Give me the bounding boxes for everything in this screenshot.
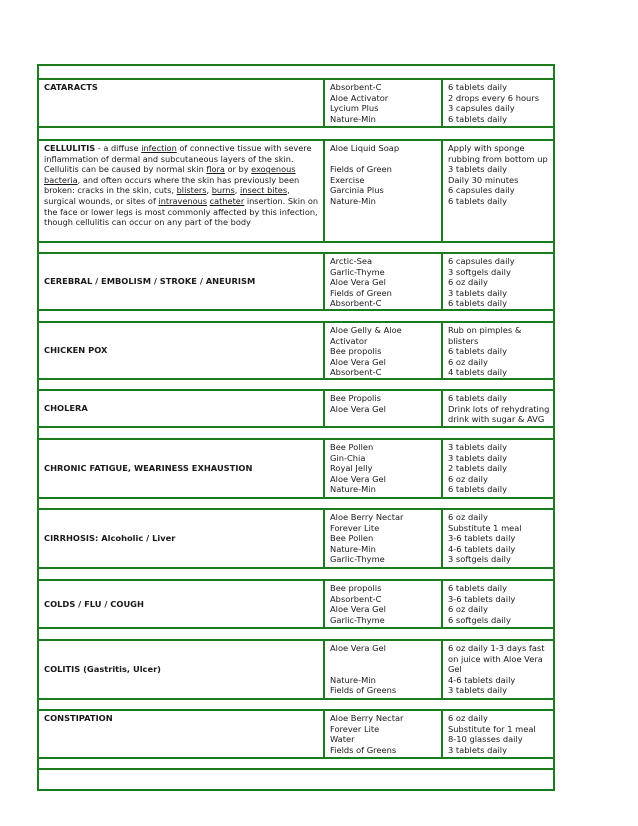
blank-line [330,664,437,675]
table-row [39,639,553,698]
dosage-item: 6 capsules daily [448,185,515,196]
products-cell [323,141,441,241]
dosage-item: Substitute for 1 meal [448,723,536,734]
product-item: Activator [330,335,368,346]
dosage-item: rubbing from bottom up [448,153,548,164]
dosage-item: 6 softgels daily [448,614,511,625]
product-item: Forever Lite [330,723,380,734]
description-text: insertion. Skin on the face or lower legs is most commonly affected by this infection, though cellulitis can occur on any part of the body [44,195,319,228]
product-item: Aloe Liquid Soap [330,143,400,153]
dosage-item: 3 tablets daily [448,452,508,463]
table-spacer-row [39,497,553,508]
dosage-item: 6 tablets daily [448,346,508,357]
product-item: Fields of Green [330,287,392,298]
condition-name: CIRRHOSIS: Alcoholic / Liver [44,533,176,544]
table-row [39,252,553,309]
product-item: Fields of Green [330,164,392,175]
dosage-item: 3 tablets daily [448,744,508,755]
table-row [39,709,553,757]
table-row [39,508,553,567]
dosage-item: on juice with Aloe Vera [448,653,543,664]
products-cell [323,323,441,378]
dosage-item: Gel [448,664,462,675]
product-item: Aloe Vera Gel [330,356,386,367]
description-text: , and often occurs where the skin has previously been broken: cracks in the skin, cuts, [44,174,300,196]
dosage-item: 3 capsules daily [448,103,515,114]
dosage-item: 6 capsules daily [448,256,515,266]
blank-line [330,154,437,165]
product-item: Fields of Greens [330,685,397,696]
products-cell [323,80,441,126]
condition-name: COLDS / FLU / COUGH [44,598,144,609]
dosage-item: 3 softgels daily [448,266,511,277]
product-item: Exercise [330,174,365,185]
dosage-item: 6 tablets daily [448,484,508,495]
dosage-item: 6 oz daily [448,473,488,484]
table-spacer-row [39,768,553,789]
description-text: , [234,185,241,196]
table-row [39,78,553,126]
product-item: Nature-Min [330,543,376,554]
product-item: Bee propolis [330,346,382,357]
dosage-item: 6 oz daily [448,713,488,723]
description-text: , [206,185,212,196]
product-item: Garlic-Thyme [330,614,385,625]
dosage-item: 6 oz daily [448,604,488,615]
table-spacer-row [39,698,553,709]
products-cell [323,711,441,757]
condition-cell [39,141,323,241]
table-spacer-row [39,757,553,768]
dosage-item: 6 tablets daily [448,82,508,92]
product-item: Fields of Greens [330,744,397,755]
dosage-cell [441,440,553,497]
dosage-item: 6 tablets daily [448,195,508,206]
link-intravenous[interactable]: intravenous [158,195,208,206]
products-cell [323,581,441,627]
description-text: , surgical wounds, or sites of [44,185,290,206]
condition-cell [39,581,323,627]
condition-name: CHOLERA [44,403,88,414]
dosage-cell [441,641,553,698]
condition-cell [39,391,323,426]
table-row [39,389,553,426]
dosage-item: 4-6 tablets daily [448,674,516,685]
condition-name: CATARACTS [44,82,98,92]
blank-line [330,654,437,665]
products-cell [323,510,441,567]
condition-name: COLITIS (Gastritis, Ulcer) [44,664,161,675]
description-text: or by [224,164,252,175]
products-cell [323,254,441,309]
dosage-item: 6 oz daily [448,512,488,522]
link-flora[interactable]: flora [206,164,225,175]
product-item: Aloe Berry Nectar [330,512,404,522]
product-item: Royal Jelly [330,463,373,474]
product-item: Nature-Min [330,674,376,685]
link-catheter[interactable]: catheter [209,195,245,206]
link-blisters[interactable]: blisters [176,185,207,196]
product-item: Aloe Gelly & Aloe [330,325,402,335]
condition-cell [39,641,323,698]
dosage-item: 3 tablets daily [448,287,508,298]
dosage-item: 3 softgels daily [448,554,511,565]
description-text: of connective tissue with severe inflammation of dermal and subcutaneous layers of the skin. Cellulitis can be caused by normal skin [44,143,312,175]
dosage-item: 6 tablets daily [448,393,508,403]
products-cell [323,391,441,426]
condition-cell [39,323,323,378]
description-text: - a diffuse [95,143,142,153]
dosage-item: Substitute 1 meal [448,522,522,533]
dosage-item: 2 drops every 6 hours [448,92,540,103]
product-item: Garcinia Plus [330,185,384,196]
product-item: Forever Lite [330,522,380,533]
condition-name: CHRONIC FATIGUE, WEARINESS EXHAUSTION [44,463,253,474]
dosage-cell [441,581,553,627]
product-item: Aloe Vera Gel [330,604,386,615]
product-item: Aloe Vera Gel [330,643,386,653]
dosage-item: 3-6 tablets daily [448,533,516,544]
product-item: Lycium Plus [330,103,379,114]
product-item: Garlic-Thyme [330,266,385,277]
dosage-cell [441,80,553,126]
condition-cell [39,254,323,309]
dosage-item: 6 tablets daily [448,113,508,124]
dosage-item: blisters [448,335,479,346]
dosage-item: 8-10 glasses daily [448,734,523,745]
dosage-item: 4 tablets daily [448,367,508,378]
dosage-item: 3-6 tablets daily [448,593,516,604]
product-item: Absorbent-C [330,367,382,378]
product-item: Aloe Vera Gel [330,403,386,414]
remedy-table [37,64,555,791]
table-row [39,438,553,497]
product-item: Bee propolis [330,583,382,593]
dosage-item: 6 tablets daily [448,298,508,309]
table-spacer-row [39,627,553,639]
table-spacer-row [39,567,553,579]
condition-cell [39,510,323,567]
dosage-cell [441,141,553,241]
dosage-cell [441,323,553,378]
dosage-cell [441,711,553,757]
product-item: Water [330,734,355,745]
condition-name: CONSTIPATION [44,713,113,723]
dosage-cell [441,254,553,309]
condition-name: CHICKEN POX [44,345,108,356]
product-item: Aloe Berry Nectar [330,713,404,723]
dosage-item: 6 tablets daily [448,583,508,593]
condition-name: CEREBRAL / EMBOLISM / STROKE / ANEURISM [44,276,256,287]
table-spacer-row [39,426,553,438]
dosage-item: 6 oz daily [448,277,488,288]
condition-cell [39,80,323,126]
product-item: Absorbent-C [330,82,382,92]
table-row [39,321,553,378]
table-spacer-row [39,309,553,321]
link-insect-bites[interactable]: insect bites [240,185,288,196]
product-item: Nature-Min [330,113,376,124]
dosage-item: 3 tablets daily [448,442,508,452]
dosage-item: Daily 30 minutes [448,174,519,185]
products-cell [323,641,441,698]
product-item: Nature-Min [330,484,376,495]
table-spacer-row [39,378,553,389]
product-item: Absorbent-C [330,593,382,604]
dosage-item: 6 oz daily [448,356,488,367]
table-spacer-row [39,241,553,252]
dosage-cell [441,391,553,426]
product-item: Nature-Min [330,195,376,206]
dosage-item: Apply with sponge [448,143,525,153]
dosage-item: 4-6 tablets daily [448,543,516,554]
condition-name: CELLULITIS [44,143,96,153]
product-item: Garlic-Thyme [330,554,385,565]
dosage-item: 3 tablets daily [448,685,508,696]
product-item: Aloe Vera Gel [330,473,386,484]
product-item: Aloe Vera Gel [330,277,386,288]
dosage-cell [441,510,553,567]
condition-cell [39,440,323,497]
product-item: Bee Pollen [330,442,374,452]
table-row [39,579,553,627]
dosage-item: 2 tablets daily [448,463,508,474]
dosage-item: Drink lots of rehydrating [448,403,550,414]
link-infection[interactable]: infection [141,143,177,153]
table-row [39,139,553,241]
product-item: Gin-Chia [330,452,366,463]
dosage-item: Rub on pimples & [448,325,522,335]
dosage-item: drink with sugar & AVG [448,414,545,425]
product-item: Aloe Activator [330,92,389,103]
product-item: Bee Pollen [330,533,374,544]
products-cell [323,440,441,497]
product-item: Arctic-Sea [330,256,373,266]
link-burns[interactable]: burns [211,185,235,196]
table-spacer-row [39,126,553,139]
dosage-item: 3 tablets daily [448,164,508,175]
dosage-item: 6 oz daily 1-3 days fast [448,643,545,653]
product-item: Absorbent-C [330,298,382,309]
table-spacer-row [39,66,553,78]
condition-cell [39,711,323,757]
product-item: Bee Propolis [330,393,381,403]
link-exogenous-bacteria[interactable]: exogenous bacteria [44,164,296,185]
